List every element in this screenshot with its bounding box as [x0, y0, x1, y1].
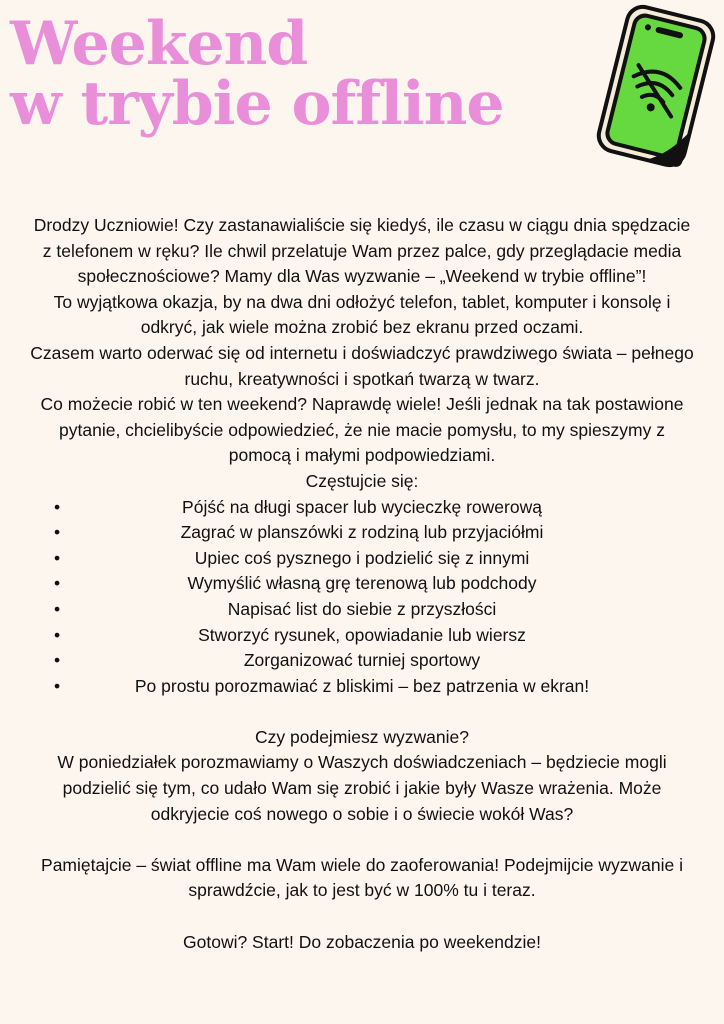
- list-item-text: Wymyślić własną grę terenową lub podchody: [187, 573, 537, 594]
- bullet-icon: •: [54, 624, 61, 645]
- list-item-text: Upiec coś pysznego i podzielić się z innymi: [194, 547, 530, 568]
- signoff: Gotowi? Start! Do zobaczenia po weekendzie!: [183, 931, 541, 952]
- ideas-list: [30, 495, 694, 700]
- list-item: [30, 648, 694, 674]
- bullet-icon: •: [54, 496, 61, 517]
- list-item-text: Zagrać w planszówki z rodziną lub przyjaciółmi: [180, 522, 544, 543]
- bullet-icon: •: [54, 522, 61, 543]
- phone-no-wifi-icon: [592, 2, 720, 170]
- intro-paragraph: Co możecie robić w ten weekend? Naprawdę wiele! Jeśli jednak na tak postawione pytanie, chcielibyście odpowiedzieć, że nie macie pomysłu, to my spieszymy z pomocą i małymi podpowiedziami.: [40, 394, 684, 466]
- list-item: [30, 546, 694, 572]
- intro-paragraph: Drodzy Uczniowie! Czy zastanawialiście się kiedyś, ile czasu w ciągu dnia spędzacie z telefonem w ręku? Ile chwil przelatuje Wam przez palce, gdy przeglądacie media społecznościowe? Mamy dla Was wyzwanie – „Weekend w trybie offline”!: [33, 215, 691, 287]
- bullet-icon: •: [54, 573, 61, 594]
- closing-paragraph: Pamiętajcie – świat offline ma Wam wiele do zaoferowania! Podejmijcie wyzwanie i sprawdźcie, jak to jest być w 100% tu i teraz.: [41, 854, 683, 901]
- list-item: [30, 623, 694, 649]
- bullet-icon: •: [54, 547, 61, 568]
- list-item-text: Napisać list do siebie z przyszłości: [227, 598, 497, 619]
- list-item: [30, 674, 694, 700]
- challenge-question: Czy podejmiesz wyzwanie?: [255, 726, 469, 747]
- intro-paragraph: Czasem warto oderwać się od internetu i doświadczyć prawdziwego świata – pełnego ruchu, kreatywności i spotkań twarzą w twarz.: [30, 342, 694, 389]
- page-title: [10, 9, 504, 139]
- bullet-icon: •: [54, 675, 61, 696]
- list-item-text: Zorganizować turniej sportowy: [243, 650, 481, 671]
- letter-body: [30, 213, 694, 955]
- list-item: [30, 520, 694, 546]
- title-line-2: w trybie offline: [10, 69, 504, 139]
- list-intro: Częstujcie się:: [305, 470, 419, 491]
- challenge-paragraph: W poniedziałek porozmawiamy o Waszych doświadczeniach – będziecie mogli podzielić się tym, co udało Wam się zrobić i jakie były Wasze wrażenia. Może odkryjecie coś nowego o sobie i o świecie wokół Was?: [57, 752, 667, 824]
- intro-paragraph: To wyjątkowa okazja, by na dwa dni odłożyć telefon, tablet, komputer i konsolę i odkryć, jak wiele można zrobić bez ekranu przed oczami.: [53, 291, 671, 338]
- bullet-icon: •: [54, 650, 61, 671]
- list-item: [30, 571, 694, 597]
- list-item: [30, 597, 694, 623]
- list-item-text: Pójść na długi spacer lub wycieczkę rowerową: [182, 496, 542, 517]
- list-item: [30, 495, 694, 521]
- title-line-1: Weekend: [10, 9, 308, 79]
- list-item-text: Po prostu porozmawiać z bliskimi – bez patrzenia w ekran!: [134, 675, 590, 696]
- list-item-text: Stworzyć rysunek, opowiadanie lub wiersz: [198, 624, 526, 645]
- bullet-icon: •: [54, 598, 61, 619]
